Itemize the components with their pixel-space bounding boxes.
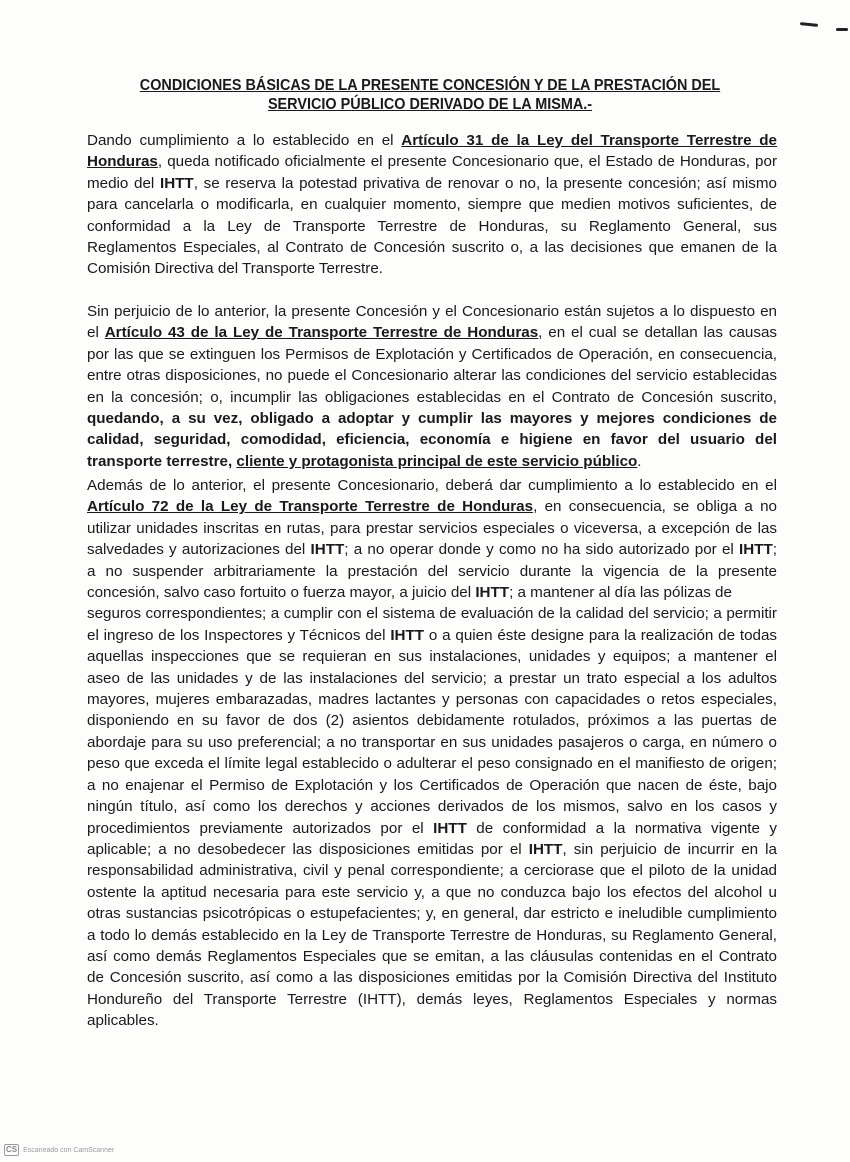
text-line: en la concesión; o, incumplir las obligaciones establecidas en el Contrato de Concesión suscrito, [87, 388, 777, 406]
paragraph-1 [87, 130, 777, 280]
text-line: responsabilidad administrativa, civil y penal correspondiente; a cerciorase que el piloto de la unidad [87, 862, 777, 880]
text-line: conformidad a la Ley de Transporte Terrestre de Honduras, su Reglamento General, sus [87, 217, 777, 235]
text: el [87, 324, 105, 342]
text-line: ostente la aptitud necesaria para este servicio y, a que no conduzca bajo los efectos del alcohol u [87, 883, 777, 901]
text-line: ningún título, así como los derechos y acciones derivados de los mismos, salvo en los casos y [87, 798, 777, 816]
text-line [87, 839, 777, 860]
text: procedimientos previamente autorizados por el [87, 819, 434, 837]
text-line: de Concesión suscrito, así como a las disposiciones emitidas por la Comisión Directiva del Instituto [87, 969, 777, 987]
text: , sin perjuicio de incurrir en la [562, 840, 777, 858]
watermark-text: Escaneado con CamScanner [23, 1146, 115, 1154]
text: ; a mantener al día las pólizas de [509, 584, 732, 602]
text: salvedades y autorizaciones del [87, 541, 311, 559]
text-line: otras sustancias psicotrópicas o estupefacientes; y, en general, dar estricto e ineludible cumplimiento [87, 905, 777, 923]
text: Dando cumplimiento a lo establecido en el [87, 132, 402, 149]
text-line: así como demás Reglamentos Especiales que se emitan, a las cláusulas contenidas en el Contrato [87, 947, 777, 965]
text-line: utilizar unidades inscritas en rutas, para prestar servicios especiales o viceversa, a excepción de las [87, 519, 777, 537]
text-line [87, 625, 777, 646]
text: , queda notificado oficialmente el presente Concesionario que, el Estado de Honduras, por [157, 153, 777, 171]
text-line: aseo de las unidades y de las instalaciones del servicio; a prestar un trato especial a los adultos [87, 669, 777, 687]
text-line [87, 130, 777, 151]
law-reference: Artículo 72 de la Ley de Transporte Terrestre de Honduras [87, 498, 534, 516]
text-line [87, 496, 777, 517]
text-line [87, 451, 777, 472]
text: el ingreso de los Inspectores y Técnicos del [87, 626, 391, 644]
text-line: Reglamentos Especiales, al Contrato de Concesión suscrito o, a las decisiones que emanen de la [87, 239, 777, 257]
text-line: aquellas inspecciones que se requieran en sus instalaciones, unidades y equipos; a mantener el [87, 648, 777, 666]
text: , se reserva la potestad privativa de renovar o no, la presente concesión; así mismo [193, 174, 777, 192]
text-line: calidad, seguridad, comodidad, eficiencia, economía e higiene en favor del usuario del [87, 431, 777, 449]
text: concesión, salvo caso fortuito o fuerza mayor, a juicio del [87, 584, 476, 602]
title-line: SERVICIO PÚBLICO DERIVADO DE LA MISMA.- [267, 96, 593, 113]
ihtt-bold: IHTT [159, 174, 194, 192]
emphasis: cliente y protagonista principal de este servicio público [236, 452, 638, 470]
text-line [87, 173, 777, 194]
text-line: a todo lo demás establecido en la Ley de Transporte Terrestre de Honduras, su Reglamento General, [87, 926, 777, 944]
text-line: a no suspender arbitrariamente la prestación del servicio durante la vigencia de la presente [87, 562, 777, 580]
text-line: a no enajenar el Permiso de Explotación y los Certificados de Operación que nacen de éste, bajo [87, 776, 777, 794]
text-line: quedando, a su vez, obligado a adoptar y cumplir las mayores y mejores condiciones de [87, 410, 777, 428]
text: , en el cual se detallan las causas [538, 324, 777, 342]
ihtt-bold: IHTT [390, 626, 425, 644]
paragraph-3 [87, 475, 777, 1032]
text: transporte terrestre, [87, 452, 237, 470]
text-line [87, 539, 777, 560]
paragraph-2 [87, 301, 777, 472]
text-line [87, 151, 777, 172]
text-line: abordaje para su uso preferencial; a no transportar en sus unidades pasajeros o carga, en número o [87, 733, 777, 751]
title-line: CONDICIONES BÁSICAS DE LA PRESENTE CONCESIÓN Y DE LA PRESTACIÓN DEL [139, 77, 721, 94]
scan-mark [800, 22, 818, 27]
text-line: disponiendo en su favor de dos (2) asientos debidamente rotulados, próximos a las puertas de [87, 712, 777, 730]
document-title [105, 76, 756, 114]
text-line [87, 322, 777, 343]
text: aplicable; a no desobedecer las disposiciones emitidas por el [87, 840, 529, 858]
text: ; a no operar donde y como no ha sido autorizado por el [344, 541, 740, 559]
ihtt-bold: IHTT [475, 584, 510, 602]
text-line: entre otras disposiciones, no puede el Concesionario alterar las condiciones del servicio establecidas [87, 367, 777, 385]
law-reference: Artículo 31 de la Ley del Transporte Terrestre de [401, 132, 777, 149]
text-line: seguros correspondientes; a cumplir con el sistema de evaluación de la calidad del servicio; a permitir [87, 605, 777, 623]
ihtt-bold: IHTT [310, 541, 345, 559]
text: medio del [87, 174, 160, 192]
text: . [637, 452, 642, 470]
text-line: peso que exceda el límite legal establecido o adulterar el peso consignado en el manifiesto de origen; [87, 755, 777, 773]
text-line [87, 582, 777, 603]
text-line: para cancelarla o modificarla, en cualquier momento, siempre que medien motivos suficientes, de [87, 196, 777, 214]
text-line: Hondureño del Transporte Terrestre (IHTT), demás leyes, Reglamentos Especiales y normas [87, 990, 777, 1008]
text-line: por las que se extinguen los Permisos de Explotación y Certificados de Operación, en consecuencia, [87, 345, 777, 363]
text: ; [772, 541, 777, 559]
camscanner-logo-icon: CS [6, 1145, 18, 1154]
ihtt-bold: IHTT [739, 541, 773, 559]
text-line: Sin perjuicio de lo anterior, la presente Concesión y el Concesionario están sujetos a lo dispuesto en [87, 303, 777, 320]
text-line: aplicables. [87, 1012, 159, 1030]
text-line: Comisión Directiva del Transporte Terrestre. [87, 260, 383, 278]
law-reference: Honduras [87, 153, 158, 171]
ihtt-bold: IHTT [433, 819, 467, 837]
text: , en consecuencia, se obliga a no [533, 498, 777, 516]
ihtt-bold: IHTT [528, 840, 563, 858]
scanner-watermark [4, 1144, 114, 1156]
text-line: Además de lo anterior, el presente Concesionario, deberá dar cumplimiento a lo establecido en el [87, 477, 777, 494]
text: de conformidad a la normativa vigente y [466, 819, 777, 837]
scan-mark [836, 28, 848, 31]
law-reference: Artículo 43 de la Ley de Transporte Terrestre de Honduras [104, 324, 539, 342]
text: o a quien éste designe para la realización de todas [424, 626, 778, 644]
text-line [87, 818, 777, 839]
text-line: mayores, mujeres embarazadas, madres lactantes y personas con capacidades o retos especiales, [87, 691, 777, 709]
